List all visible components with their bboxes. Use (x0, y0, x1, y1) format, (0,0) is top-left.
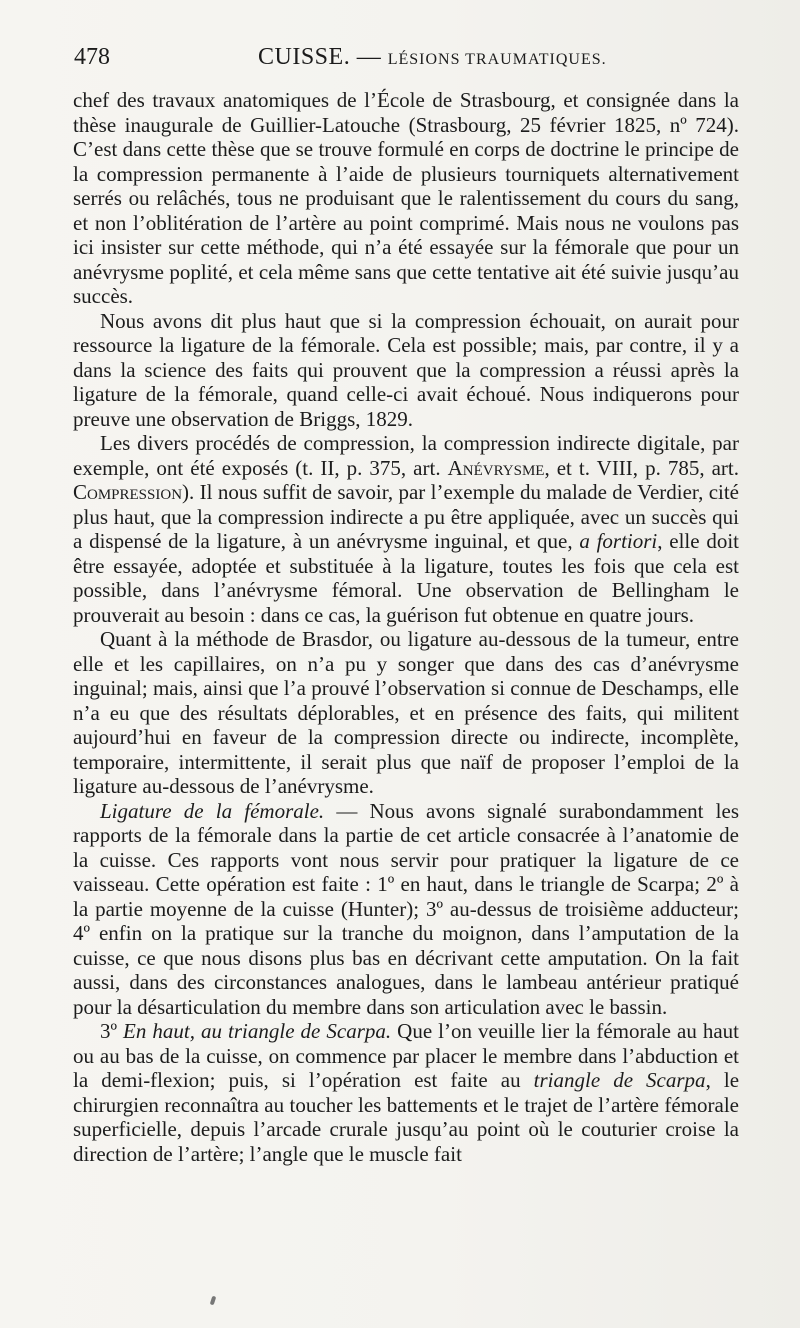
text-run: , le chirurgien reconnaîtra au toucher les battements et le trajet de l’artère fémorale superficielle, depuis l’arcade crurale jusqu’au point où le couturier croise la direction de l’artère; l’angle que le muscle fait (73, 1068, 740, 1166)
italic-heading: Ligature de la fémorale. (100, 798, 325, 823)
paragraph-procedes (73, 431, 739, 627)
ink-speck (210, 1296, 217, 1306)
text-run: ). Il nous suffit de savoir, par l’exemple du malade de Verdier, cité plus haut, que la compression indirecte a pu être appliquée, avec un succès qui a dispensé de la ligature, à un anévrysme inguinal, et que, (73, 480, 739, 553)
paragraph-ressource: Nous avons dit plus haut que si la compression échouait, on aurait pour ressource la ligature de la fémorale. Cela est possible; mais, par contre, il y a dans la science des faits qui prouvent que la compression a réussi après la ligature de la fémorale, quand celle-ci avait échoué. Nous indiquerons pour preuve une observation de Briggs, 1829. (73, 308, 739, 431)
text-run: , et t. VIII, p. 785, art. (544, 455, 740, 480)
running-title-main: CUISSE. — (258, 44, 388, 70)
text-run: , elle doit être essayée, adoptée et substituée à la ligature, toutes les fois que cela est possible, dans l’anévrysme fémoral. Une observation de Bellingham le prouverait au besoin : dans ce cas, la guérison fut obtenue en quatre jours. (73, 529, 739, 627)
running-head (74, 44, 740, 80)
section-number: 3º (100, 1019, 124, 1043)
small-caps-reference: Compression (73, 480, 183, 504)
italic-heading: En haut, au triangle de Scarpa. (123, 1019, 392, 1043)
running-title-subtitle: LÉSIONS TRAUMATIQUES. (387, 51, 607, 68)
paragraph-triangle-scarpa (73, 1019, 739, 1166)
running-title (258, 44, 607, 71)
page-number: 478 (74, 44, 110, 70)
text-run: Que l’on veuille lier la fémorale au haut ou au bas de la cuisse, on commence par placer le membre dans l’abduction et la demi-flexion; puis, si l’opération est faite au (73, 1019, 740, 1092)
text-run: — Nous avons signalé surabondamment les rapports de la fémorale dans la partie de cet article consacrée à l’anatomie de la cuisse. Ces rapports vont nous servir pour pratiquer la ligature de ce vaisseau. Cette opération est faite : 1º en haut, dans le triangle de Scarpa; 2º à la partie moyenne de la cuisse (Hunter); 3º au-dessus de troisième adducteur; 4º enfin on la pratique sur la tranche du moignon, dans l’amputation de la cuisse, ce que nous disons plus bas en décrivant cette amputation. On la fait aussi, dans des circonstances analogues, dans le lambeau antérieur pratiqué pour la désarticulation du membre dans son articulation avec le bassin. (73, 798, 739, 1019)
italic-term: a fortiori (579, 529, 658, 553)
paragraph-ligature-femorale (73, 799, 739, 1020)
text-run: Les divers procédés de compression, la compression indirecte digitale, par exemple, ont été exposés (t. II, p. 375, art. (73, 431, 739, 480)
small-caps-reference: Anévrysme (447, 455, 545, 480)
italic-term: triangle de Scarpa (533, 1068, 706, 1092)
paragraph-continued: chef des travaux anatomiques de l’École de Strasbourg, et consignée dans la thèse inaugurale de Guillier-Latouche (Strasbourg, 25 février 1825, nº 724). C’est dans cette thèse que se trouve formulé en corps de doctrine le principe de la compression permanente à l’aide de plusieurs tourniquets alternativement serrés ou relâchés, tous ne produisant que le ralentissement du cours du sang, et non l’oblitération de l’artère au point comprimé. Mais nous ne voulons pas ici insister sur cette méthode, qui n’a été essayée sur la fémorale que pour un anévrysme poplité, et cela même sans que cette tentative ait été suivie jusqu’au succès. (73, 88, 739, 308)
body-text (73, 88, 739, 1166)
paragraph-brasdor: Quant à la méthode de Brasdor, ou ligature au-dessous de la tumeur, entre elle et les capillaires, on n’a pu y songer que dans des cas d’anévrysme inguinal; mais, ainsi que l’a prouvé l’observation si connue de Deschamps, elle n’a eu que des résultats déplorables, et en présence des faits, qui militent aujourd’hui en faveur de la compression directe ou indirecte, incomplète, temporaire, intermittente, il serait plus que naïf de proposer l’emploi de la ligature au-dessous de l’anévrysme. (73, 627, 739, 798)
